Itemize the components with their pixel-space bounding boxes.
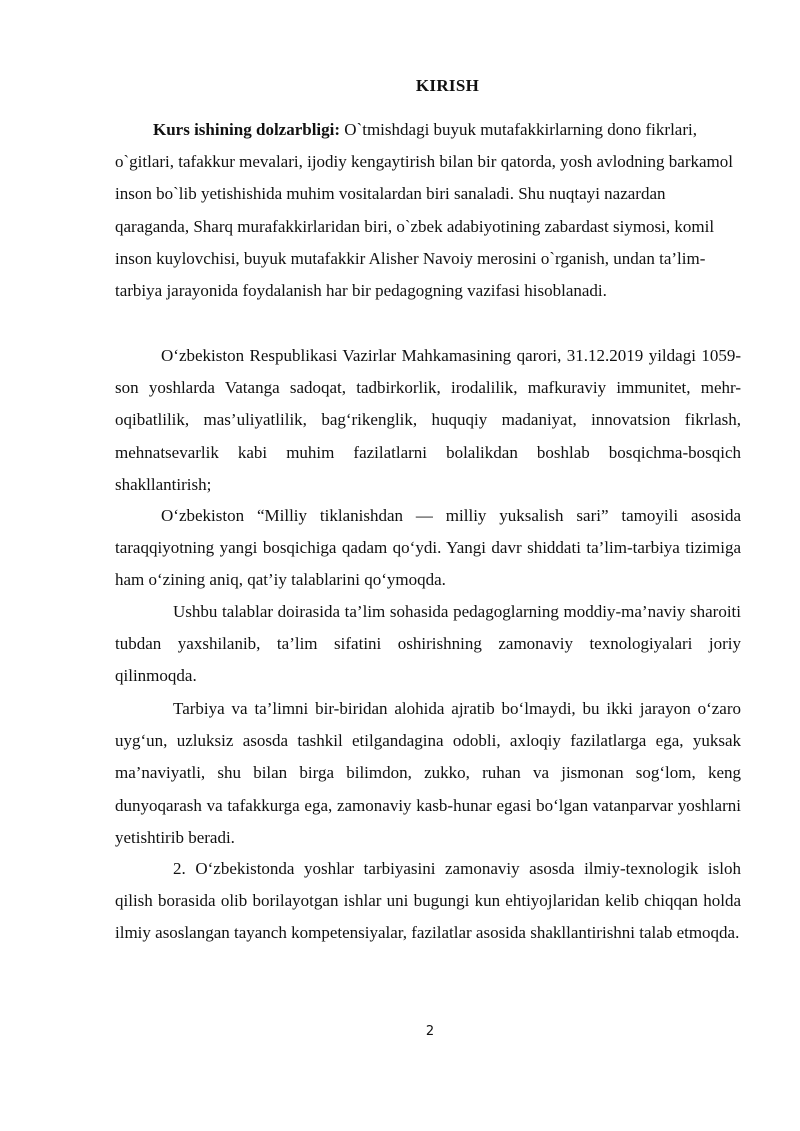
paragraph-education-requirements: Ushbu talablar doirasida ta’lim sohasida pedagoglarning moddiy-ma’naviy sharoiti tubdan yaxshilanib, ta’lim sifatini oshirishning zamonaviy texnologiyalari joriy qilinmoqda. <box>115 602 741 686</box>
paragraph-youth-reform: 2. O‘zbekistonda yoshlar tarbiyasini zamonaviy asosda ilmiy-texnologik isloh qilish borasida olib borilayotgan ishlar uni bugungi kun ehtiyojlaridan kelib chiqqan holda ilmiy asoslangan tayanch kompetensiyalar, fazilatlar asosida shakllantirishni talab etmoqda. <box>115 859 741 943</box>
paragraph-resolution: O‘zbekiston Respublikasi Vazirlar Mahkamasining qarori, 31.12.2019 yildagi 1059-son yoshlarda Vatanga sadoqat, tadbirkorlik, irodalilik, mafkuraviy immunitet, mehr-oqibatlilik, mas’uliyatlilik, bag‘rikenglik, huquqiy madaniyat, innovatsion fikrlash, mehnatsevarlik kabi muhim fazilatlarni bolalikdan boshlab bosqichma-bosqich shakllantirish; <box>115 346 741 494</box>
section-title: KIRISH <box>415 76 480 95</box>
paragraph-text: O`tmishdagi buyuk mutafakkirlarning dono fikrlari, o`gitlari, tafakkur mevalari, ijodiy kengaytirish bilan bir qatorda, yosh avlodning barkamol inson bo`lib yetishishida muhim vositalardan biri sanaladi. Shu nuqtayi nazardan qaraganda, Sharq murafakkirlaridan biri, o`zbek adabiyotining zabardast siymosi, komil inson kuylovchisi, buyuk mutafakkir Alisher Navoiy merosini o`rganish, undan ta’lim-tarbiya jarayonida foydalanish har bir pedagogning vazifasi hisoblanadi. <box>115 120 733 301</box>
paragraph-national-revival: O‘zbekiston “Milliy tiklanishdan — milliy yuksalish sari” tamoyili asosida taraqqiyotning yangi bosqichiga qadam qo‘ydi. Yangi davr shiddati ta’lim-tarbiya tizimiga ham o‘zining aniq, qat’iy talablarini qo‘ymoqda. <box>115 506 741 590</box>
paragraph-relevance <box>115 114 741 307</box>
page-number: 2 <box>425 1024 435 1039</box>
paragraph-lead: Kurs ishining dolzarbligi: <box>153 120 341 139</box>
paragraph-upbringing: Tarbiya va ta’limni bir-biridan alohida ajratib bo‘lmaydi, bu ikki jarayon o‘zaro uyg‘un, uzluksiz asosda tashkil etilgandagina odobli, axloqiy fazilatlarga ega, yuksak ma’naviyatli, shu bilan birga bilimdon, zukko, ruhan va jismonan sog‘lom, keng dunyoqarash va tafakkurga ega, zamonaviy kasb-hunar egasi bo‘lgan vatanparvar yoshlarni yetishtirib beradi. <box>115 699 741 847</box>
